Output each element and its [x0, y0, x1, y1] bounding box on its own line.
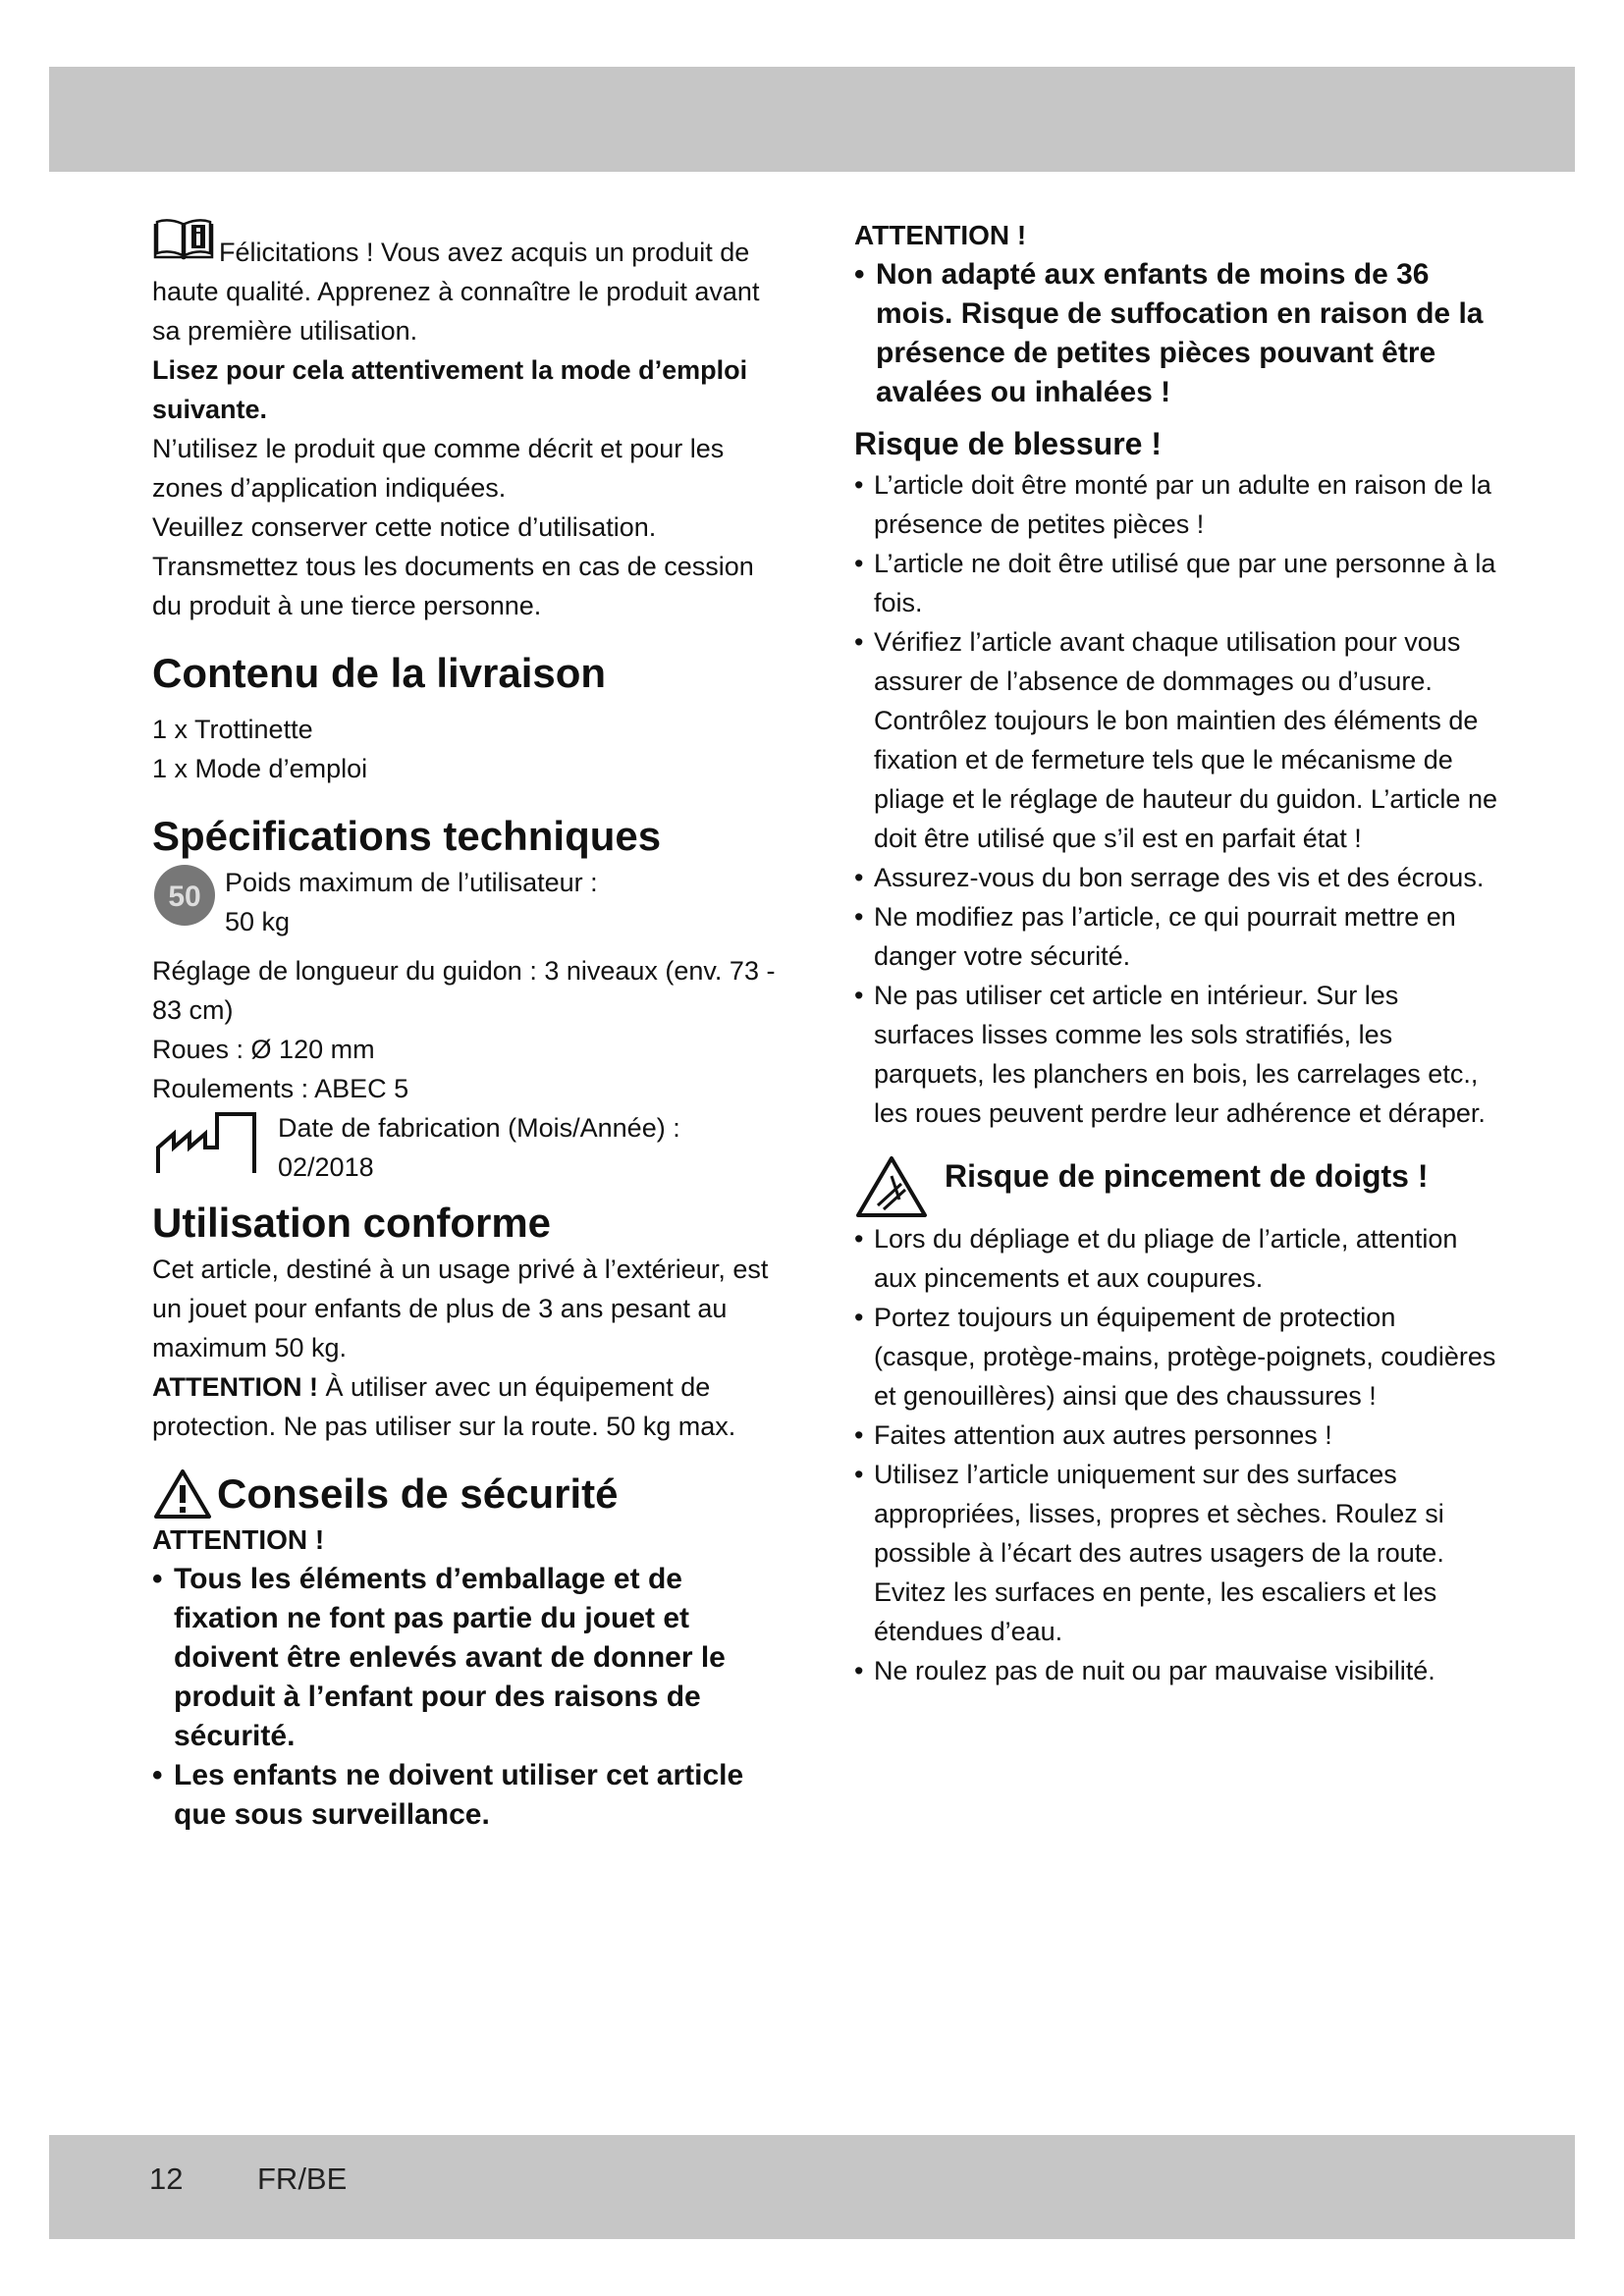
weight-value: 50 kg	[225, 907, 291, 936]
intro-paragraph: Félicitations ! Vous avez acquis un produit de haute qualité. Apprenez à connaître le produit avant sa première utilisation.	[152, 216, 781, 350]
safety-list	[152, 1560, 781, 1835]
intro-line-3: Transmettez tous les documents en cas de cession du produit à une tierce personne.	[152, 552, 754, 620]
manual-info-icon	[152, 216, 215, 261]
injury-heading: Risque de blessure !	[854, 426, 1162, 461]
usage-attention-paragraph: ATTENTION ! À utiliser avec un équipement de protection. Ne pas utiliser sur la route. 50 kg max.	[152, 1372, 736, 1441]
intro-line-1: N’utilisez le produit que comme décrit et pour les zones d’application indiquées.	[152, 434, 725, 503]
intro-line-2: Veuillez conserver cette notice d’utilisation.	[152, 512, 657, 542]
safety-heading: Conseils de sécurité	[217, 1470, 619, 1517]
max-weight-icon	[152, 863, 217, 928]
list-item: • Vérifiez l’article avant chaque utilisation pour vous assurer de l’absence de dommages ou d’usure. Contrôlez toujours le bon maintien des éléments de fixation et de fermeture tels que le mécanisme de pliage et le réglage de hauteur du guidon. L’article ne doit être utilisé que s’il est en parfait état !	[854, 622, 1502, 858]
specs-heading: Spécifications techniques	[152, 813, 662, 859]
spec-wheels: Roues : Ø 120 mm	[152, 1035, 375, 1064]
weight-label: Poids maximum de l’utilisateur :	[225, 868, 598, 897]
injury-list	[854, 465, 1502, 1133]
pinch-list	[854, 1219, 1502, 1690]
pinch-heading: Risque de pincement de doigts !	[945, 1158, 1429, 1194]
list-item: • Portez toujours un équipement de protection (casque, protège-mains, protège-poignets, coudières et genouillères) ainsi que des chaussures !	[854, 1298, 1502, 1415]
spec-date	[152, 1108, 781, 1187]
date-label: Date de fabrication (Mois/Année) :	[278, 1113, 680, 1143]
list-item: • Lors du dépliage et du pliage de l’article, attention aux pincements et aux coupures.	[854, 1219, 1502, 1298]
list-item: • Ne modifiez pas l’article, ce qui pourrait mettre en danger votre sécurité.	[854, 897, 1502, 976]
contents-heading: Contenu de la livraison	[152, 650, 607, 696]
safety-attention: ATTENTION !	[152, 1524, 325, 1555]
usage-heading: Utilisation conforme	[152, 1200, 552, 1246]
list-item: • Assurez-vous du bon serrage des vis et des écrous.	[854, 858, 1502, 897]
header-band	[49, 67, 1575, 172]
usage-text: Cet article, destiné à un usage privé à l’extérieur, est un jouet pour enfants de plus de 3 ans pesant au maximum 50 kg.	[152, 1255, 769, 1362]
intro-emphasis: Lisez pour cela attentivement la mode d’emploi suivante.	[152, 355, 748, 424]
svg-text:50: 50	[168, 881, 201, 913]
language-code: FR/BE	[257, 2162, 348, 2196]
page-number: 12	[149, 2162, 184, 2196]
list-item: • Tous les éléments d’emballage et de fixation ne font pas partie du jouet et doivent être enlevés avant de donner le produit à l’enfant pour des raisons de sécurité.	[152, 1560, 781, 1756]
list-item: • L’article doit être monté par un adulte en raison de la présence de petites pièces !	[854, 465, 1502, 544]
list-item: • Ne roulez pas de nuit ou par mauvaise visibilité.	[854, 1651, 1502, 1690]
spec-weight	[152, 863, 781, 941]
spec-bearings: Roulements : ABEC 5	[152, 1074, 409, 1103]
list-item: • Non adapté aux enfants de moins de 36 mois. Risque de suffocation en raison de la présence de petites pièces pouvant être avalées ou inhalées !	[854, 255, 1502, 412]
right-attention: ATTENTION !	[854, 220, 1027, 250]
list-item: • Les enfants ne doivent utiliser cet article que sous surveillance.	[152, 1756, 781, 1835]
list-item: • Ne pas utiliser cet article en intérieur. Sur les surfaces lisses comme les sols stratifiés, les parquets, les planchers en bois, les carrelages etc., les roues peuvent perdre leur adhérence et déraper.	[854, 976, 1502, 1133]
contents-item: 1 x Mode d’emploi	[152, 754, 368, 783]
manufacture-date-icon	[152, 1108, 262, 1181]
safety-heading-row	[152, 1468, 781, 1521]
warning-icon	[152, 1468, 213, 1521]
usage-attention-label: ATTENTION !	[152, 1372, 318, 1402]
list-item: • Faites attention aux autres personnes !	[854, 1415, 1502, 1455]
finger-pinch-warning-icon	[854, 1154, 929, 1219]
list-item: • L’article ne doit être utilisé que par une personne à la fois.	[854, 544, 1502, 622]
left-column	[152, 216, 781, 1835]
pinch-heading-row	[854, 1154, 1502, 1219]
date-value: 02/2018	[278, 1152, 374, 1182]
spec-handlebar: Réglage de longueur du guidon : 3 niveaux (env. 73 - 83 cm)	[152, 956, 776, 1025]
contents-item: 1 x Trottinette	[152, 715, 313, 744]
right-column	[854, 216, 1502, 1690]
list-item: • Utilisez l’article uniquement sur des surfaces appropriées, lisses, propres et sèches. Roulez si possible à l’écart des autres usagers de la route. Evitez les surfaces en pente, les escaliers et les étendues d’eau.	[854, 1455, 1502, 1651]
attention-list	[854, 255, 1502, 412]
